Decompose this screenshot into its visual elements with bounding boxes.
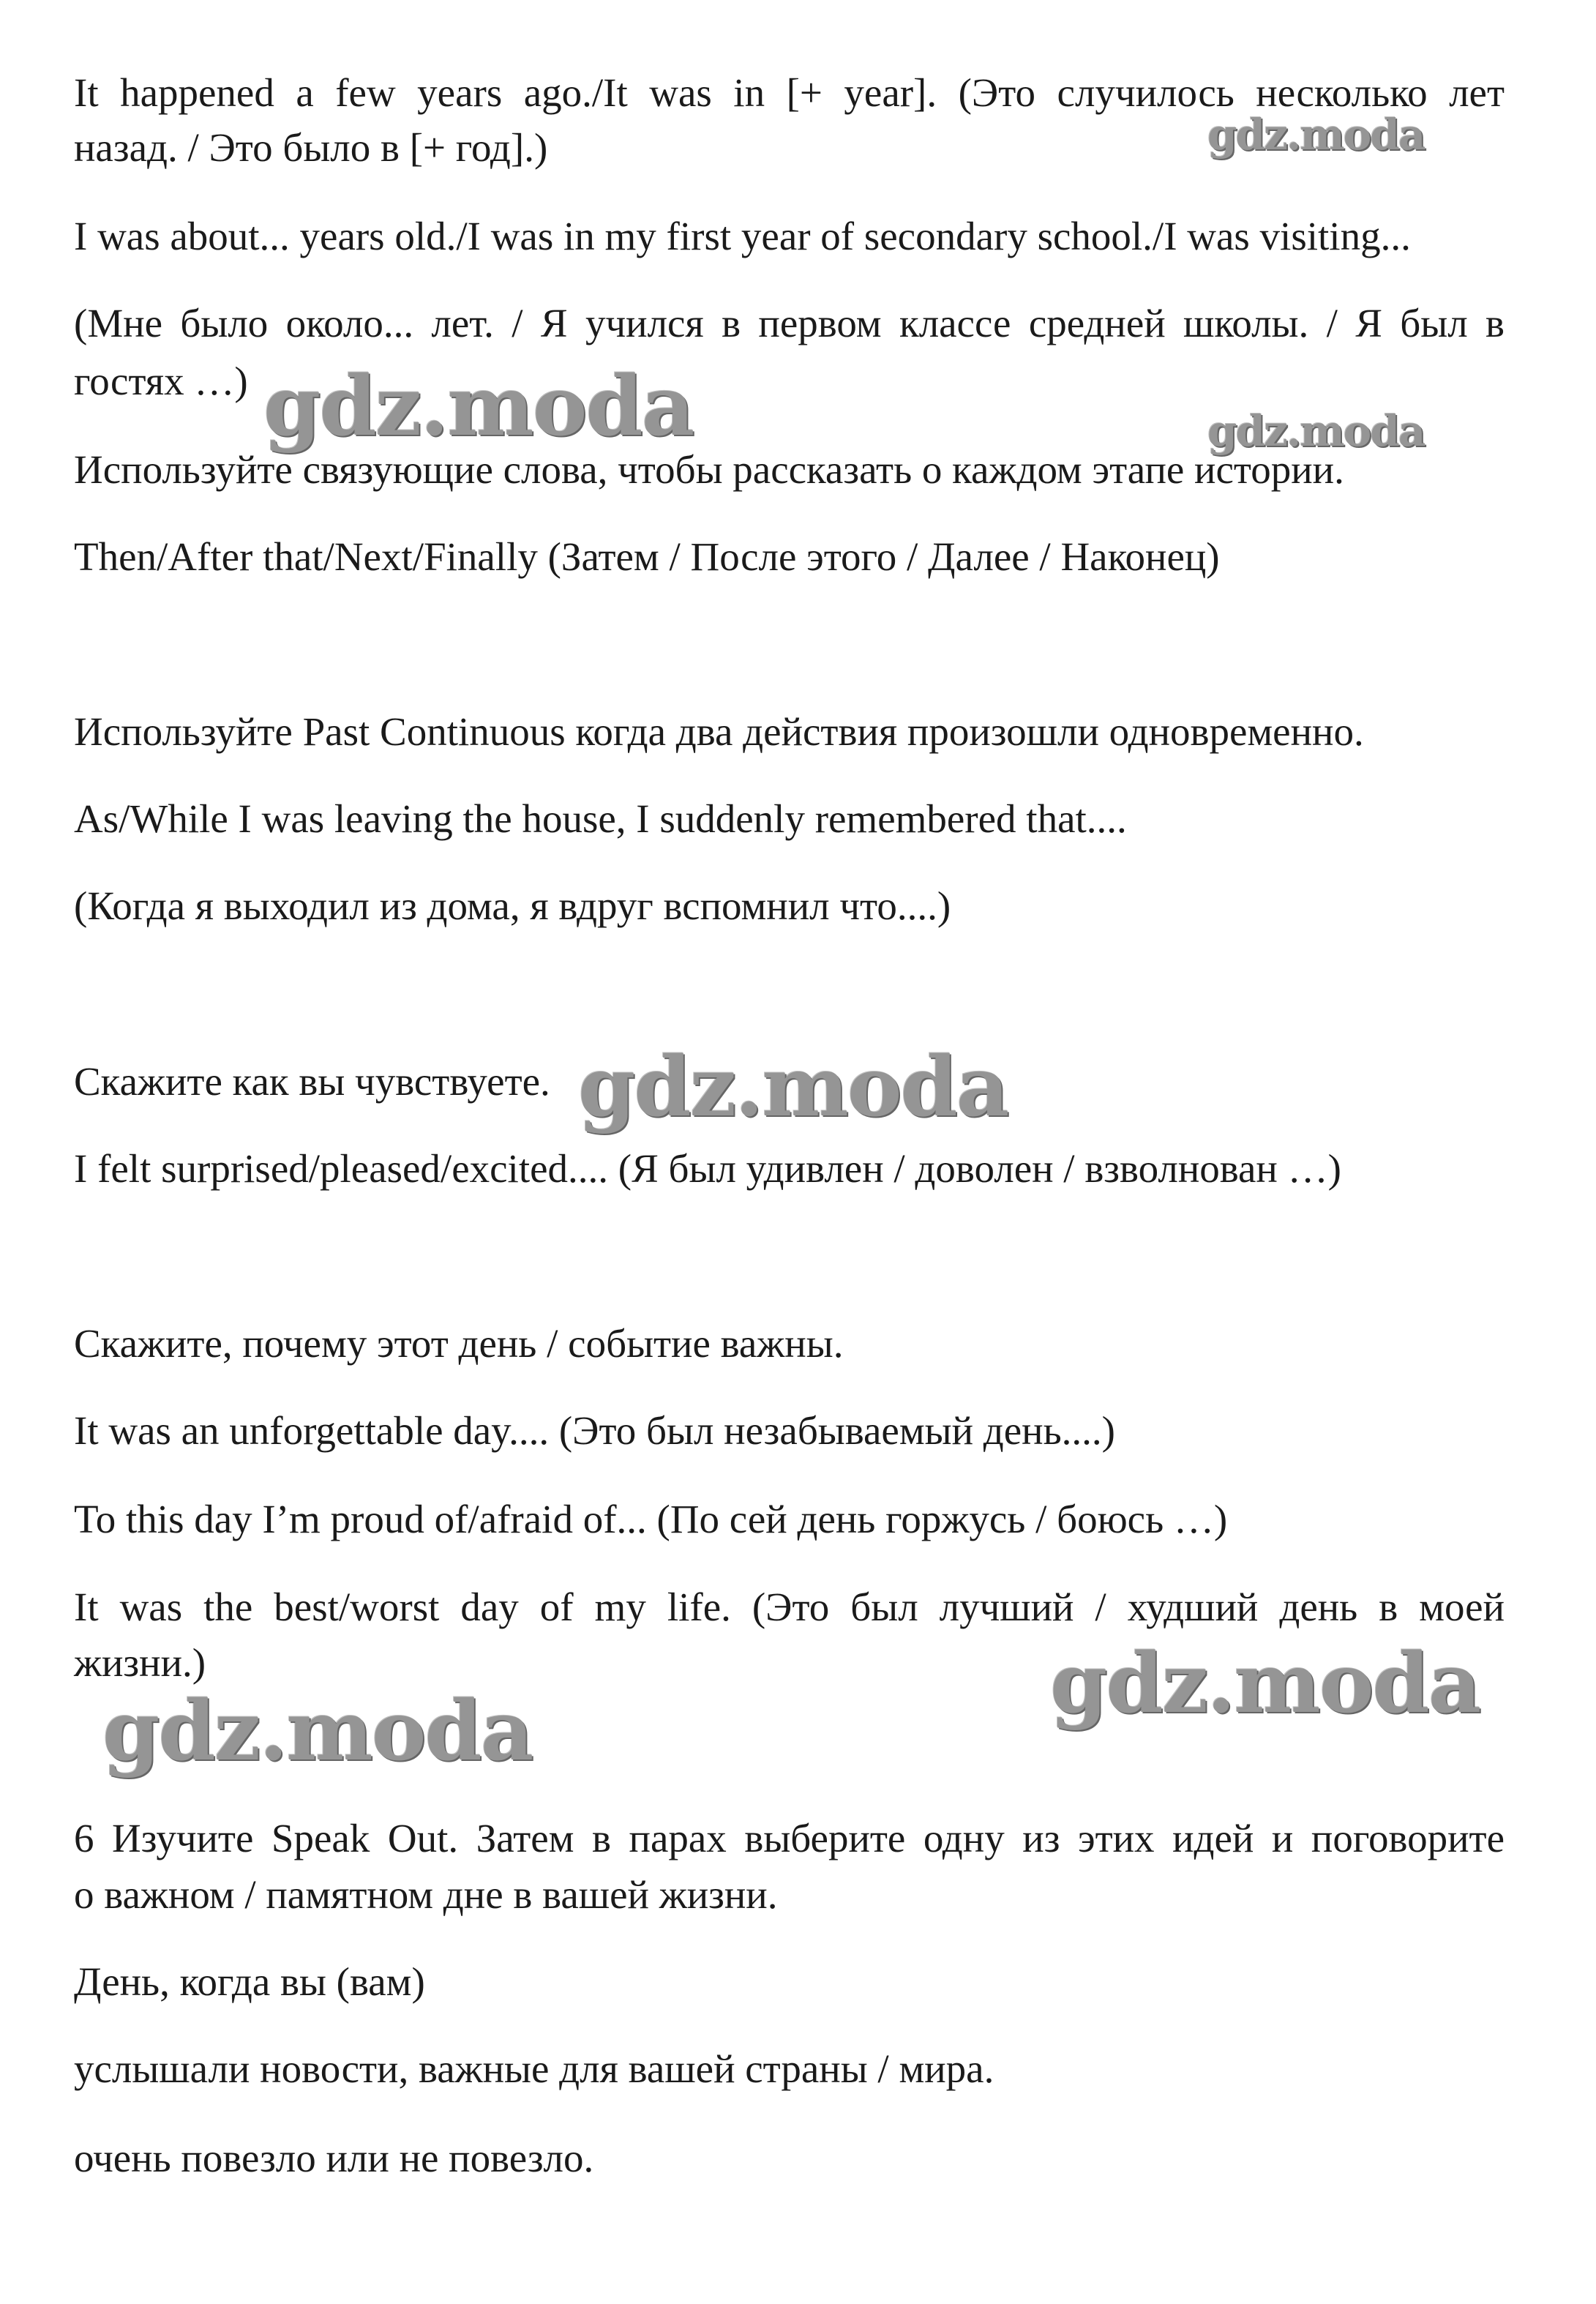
watermark: gdz.moda bbox=[1207, 110, 1425, 160]
text-line: To this day I’m proud of/afraid of... (По сей день горжусь / боюсь …) bbox=[74, 1497, 1228, 1541]
text-line: День, когда вы (вам) bbox=[74, 1959, 425, 2004]
text-line: (Мне было около... лет. / Я учился в первом классе средней школы. / Я был в bbox=[74, 301, 1505, 345]
watermark: gdz.moda bbox=[102, 1683, 533, 1779]
text-line: I was about... years old./I was in my first year of secondary school./I was visiting... bbox=[74, 214, 1411, 258]
text-line: (Когда я выходил из дома, я вдруг вспомнил что....) bbox=[74, 883, 951, 928]
text-line: жизни.) bbox=[74, 1640, 206, 1685]
text-line: очень повезло или не повезло. bbox=[74, 2136, 594, 2180]
text-line: Используйте Past Continuous когда два действия произошли одновременно. bbox=[74, 709, 1364, 754]
text-line: 6 Изучите Speak Out. Затем в парах выберите одну из этих идей и поговорите bbox=[74, 1816, 1505, 1860]
text-line: It happened a few years ago./It was in [+ year]. (Это случилось несколько лет bbox=[74, 70, 1505, 115]
text-line: Then/After that/Next/Finally (Затем / После этого / Далее / Наконец) bbox=[74, 534, 1220, 579]
text-line: Скажите, почему этот день / событие важны. bbox=[74, 1321, 844, 1366]
watermark: gdz.moda bbox=[1050, 1636, 1480, 1732]
text-line: It was an unforgettable day.... (Это был незабываемый день....) bbox=[74, 1408, 1115, 1453]
text-line: Используйте связующие слова, чтобы рассказать о каждом этапе истории. bbox=[74, 447, 1344, 492]
text-line: назад. / Это было в [+ год].) bbox=[74, 125, 548, 170]
text-line: As/While I was leaving the house, I suddenly remembered that.... bbox=[74, 796, 1127, 841]
watermark: gdz.moda bbox=[263, 359, 694, 455]
watermark: gdz.moda bbox=[1207, 406, 1425, 456]
text-line: услышали новости, важные для вашей страны / мира. bbox=[74, 2046, 994, 2091]
text-line: гостях …) bbox=[74, 359, 248, 403]
text-line: I felt surprised/pleased/excited.... (Я был удивлен / доволен / взволнован …) bbox=[74, 1146, 1341, 1191]
text-line: Скажите как вы чувствуете. bbox=[74, 1059, 550, 1104]
watermark: gdz.moda bbox=[578, 1039, 1008, 1135]
text-line: It was the best/worst day of my life. (Это был лучший / худший день в моей bbox=[74, 1585, 1505, 1629]
text-line: о важном / памятном дне в вашей жизни. bbox=[74, 1872, 778, 1917]
